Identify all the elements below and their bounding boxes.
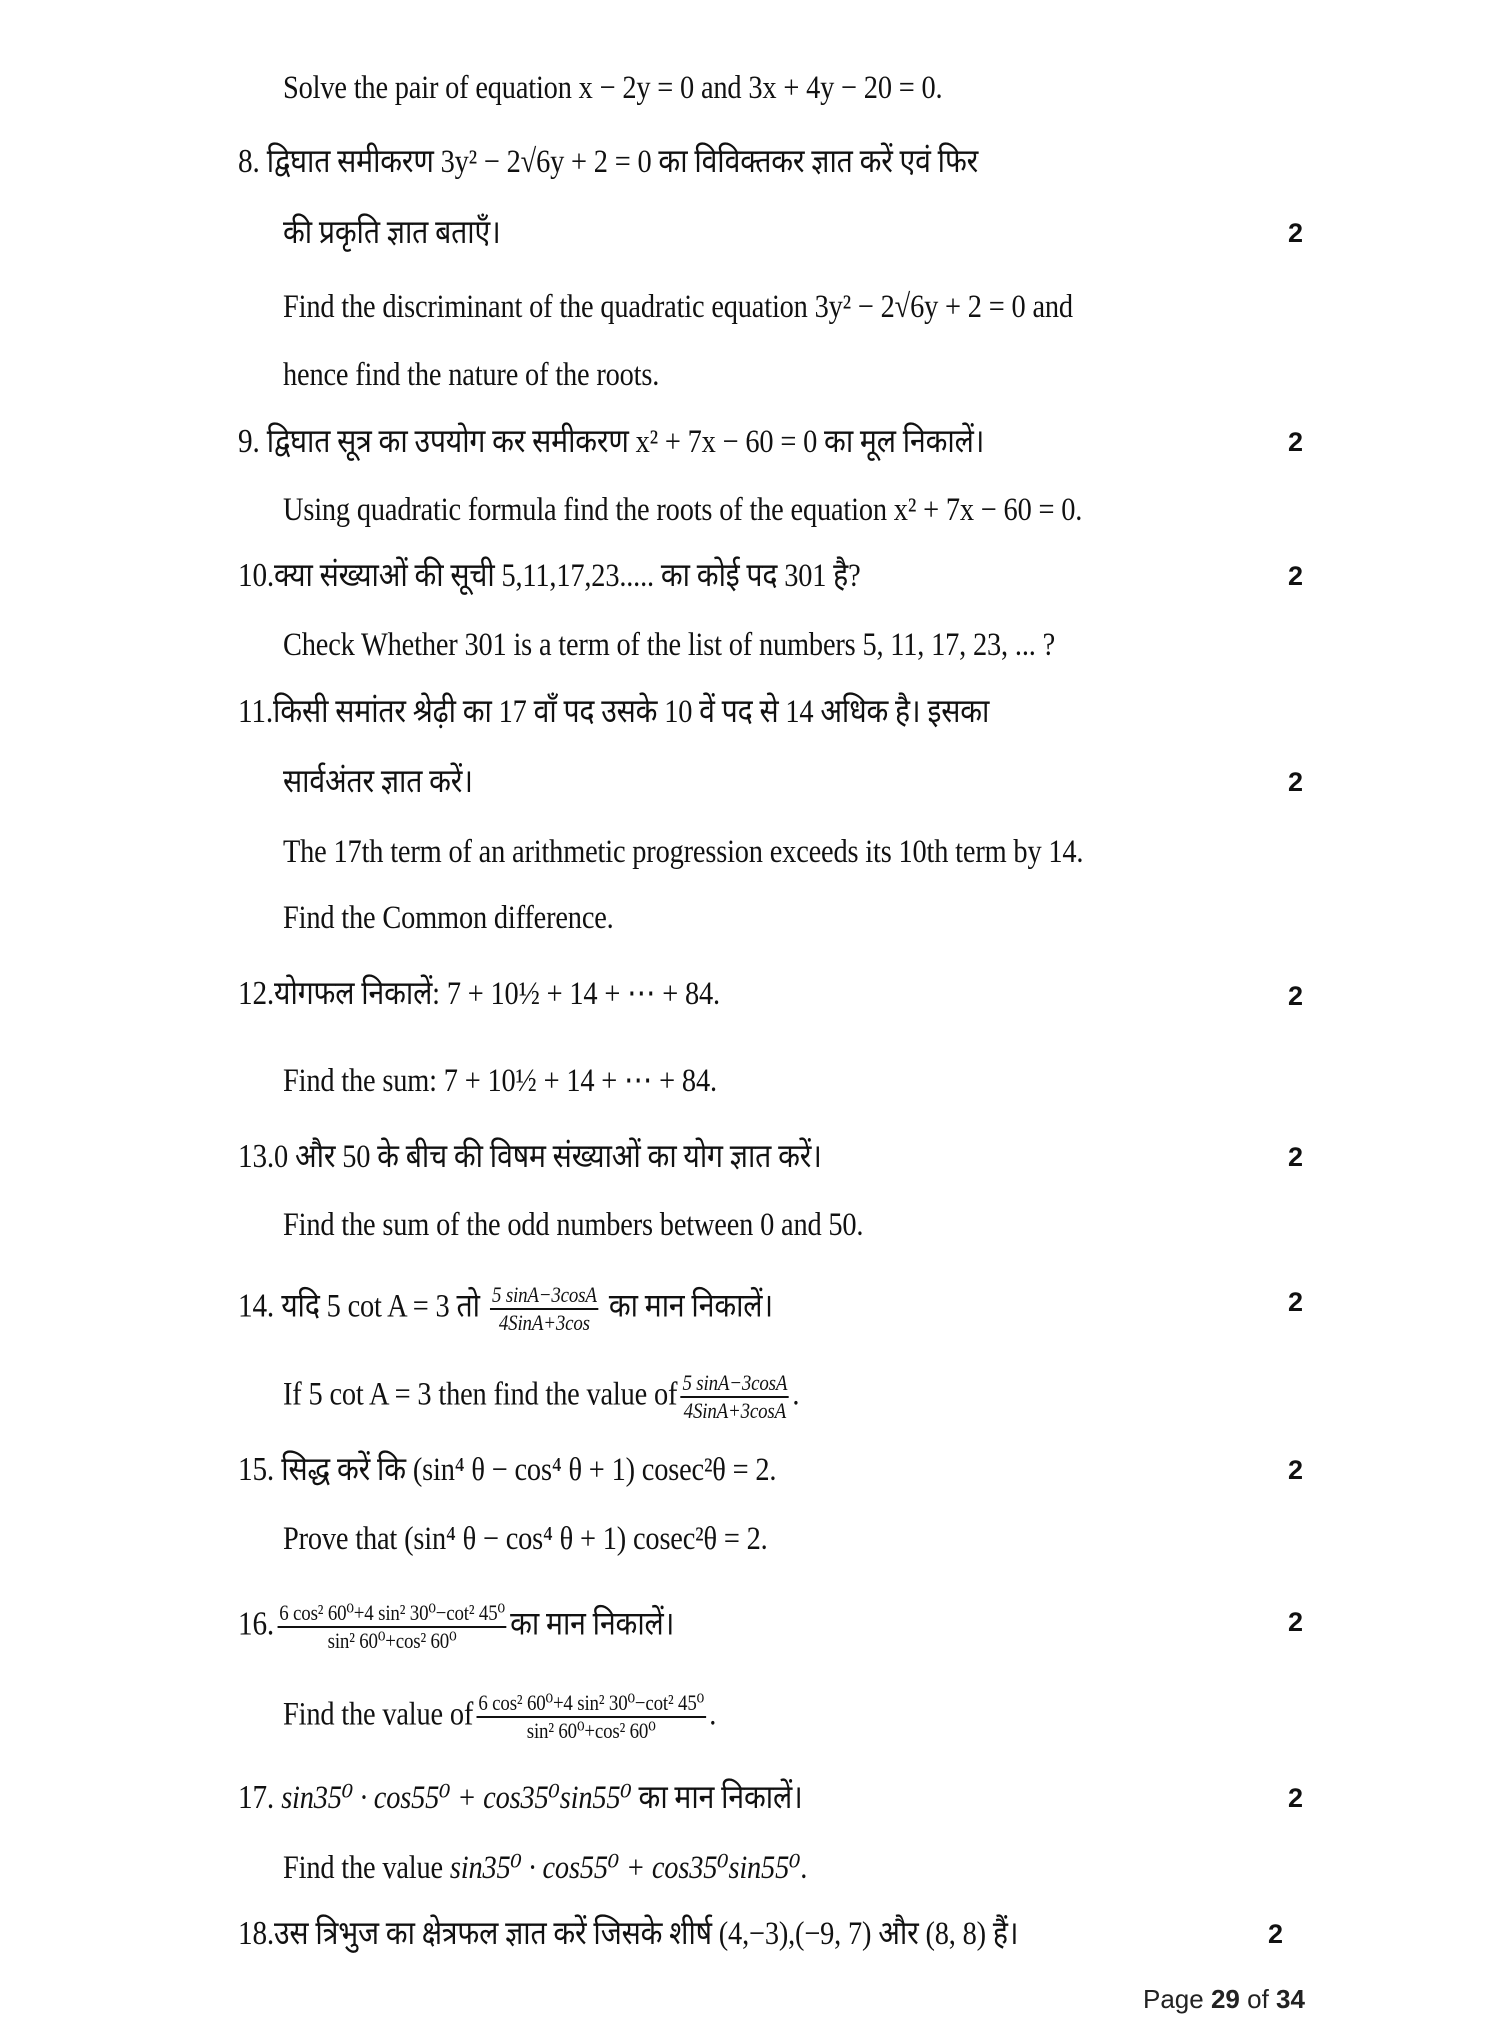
q16-marks: 2: [1288, 1607, 1304, 1637]
q11-hindi-line2: सार्वअंतर ज्ञात करें।: [283, 764, 473, 800]
q18-number: 18.: [238, 1915, 275, 1952]
total-pages: 34: [1276, 1984, 1305, 2014]
q16-number: 16.: [238, 1605, 275, 1643]
q8-english-line1: Find the discriminant of the quadratic equation 3y² − 2√6y + 2 = 0 and: [283, 289, 1073, 325]
q9-marks: 2: [1288, 427, 1304, 457]
q8-hindi-line1: [238, 142, 978, 182]
q14-marks: 2: [1288, 1287, 1304, 1317]
q8-english-line2: hence find the nature of the roots.: [283, 357, 660, 393]
q15-hindi: 15. सिद्ध करें कि (sin⁴ θ − cos⁴ θ + 1) cosec²θ = 2.: [238, 1451, 777, 1488]
q9-number: 9.: [238, 423, 267, 460]
q11-hindi-line1: 11.किसी समांतर श्रेढ़ी का 17 वाँ पद उसके 10 वें पद से 14 अधिक है। इसका: [238, 693, 990, 730]
q16-hindi: 16. $\frac{\text{6 cos² 60⁰+4 sin² 30⁰−cot² 45⁰}}{\text{sin² 60⁰+cos² 60⁰}}$ का मान निकालें।: [238, 1600, 675, 1653]
q9-english: Using quadratic formula find the roots of the equation x² + 7x − 60 = 0.: [283, 492, 1083, 528]
q18-hindi: 18.उस त्रिभुज का क्षेत्रफल ज्ञात करें जिसके शीर्ष (4,−3),(−9, 7) और (8, 8) हैं।: [238, 1915, 1019, 1952]
q10-hindi: 10.क्या संख्याओं की सूची 5,11,17,23..... का कोई पद 301 है?: [238, 557, 861, 594]
q11-english-line1: The 17th term of an arithmetic progression exceeds its 10th term by 14.: [283, 834, 1084, 870]
q10-marks: 2: [1288, 561, 1304, 591]
q11-marks: 2: [1288, 767, 1304, 797]
q14-english: If 5 cot A = 3 then find the value of $\frac{5 \sin A-3\cos A}{\text{4SinA+3cosA}}$ .: [283, 1370, 800, 1423]
q13-marks: 2: [1288, 1142, 1304, 1172]
q8-number: 8.: [238, 143, 267, 180]
q9-hindi: 9. द्विघात सूत्र का उपयोग कर समीकरण x² + 7x − 60 = 0 का मूल निकालें।: [238, 423, 985, 460]
current-page: 29: [1210, 1984, 1240, 2014]
q12-english: Find the sum: 7 + 10½ + 14 + ⋯ + 84.: [283, 1063, 717, 1099]
q12-series-english: 7 + 10½ + 14 + ⋯ + 84.: [443, 1063, 717, 1099]
q11-number: 11.: [238, 693, 273, 730]
q16-fraction-hindi: $\frac{\text{6 cos² 60⁰+4 sin² 30⁰−cot² 45⁰}}{\text{sin² 60⁰+cos² 60⁰}}$: [279, 1600, 505, 1653]
q7-english: [283, 68, 942, 108]
q8-marks: 2: [1288, 218, 1304, 248]
q11-english-line2: Find the Common difference.: [283, 900, 614, 936]
q14-number: 14.: [238, 1287, 282, 1325]
q14-fraction-english: $\frac{5 \sin A-3\cos A}{\text{4SinA+3cosA}}$: [682, 1370, 788, 1423]
q17-number: 17.: [238, 1779, 282, 1816]
q8-hindi-line2: की प्रकृति ज्ञात बताएँ।: [283, 215, 501, 251]
q15-number: 15.: [238, 1451, 282, 1488]
q12-number: 12.: [238, 975, 275, 1012]
q13-hindi: 13.0 और 50 के बीच की विषम संख्याओं का योग ज्ञात करें।: [238, 1138, 822, 1175]
q17-hindi: 17. sin35⁰ · cos55⁰ + cos35⁰sin55⁰ का मान निकालें।: [238, 1779, 803, 1816]
q14-hindi: 14. यदि 5 cot A = 3 तो $\frac{5 \sin A-3\cos A}{\text{4SinA+3cos}}$ का मान निकालें।: [238, 1282, 773, 1335]
q17-marks: 2: [1288, 1783, 1304, 1813]
q13-english: Find the sum of the odd numbers between 0 and 50.: [283, 1207, 864, 1243]
q18-marks: 2: [1268, 1919, 1284, 1949]
q12-hindi: 12.योगफल निकालें: 7 + 10½ + 14 + ⋯ + 84.: [238, 975, 720, 1012]
q7-english-text: Solve the pair of equation x − 2y = 0 and 3x + 4y − 20 = 0.: [283, 70, 943, 106]
q12-series: 7 + 10½ + 14 + ⋯ + 84.: [446, 976, 720, 1012]
q14-fraction-hindi: $\frac{5 \sin A-3\cos A}{\text{4SinA+3cos}}$: [491, 1282, 597, 1335]
q13-number: 13.: [238, 1138, 275, 1175]
q10-english: Check Whether 301 is a term of the list of numbers 5, 11, 17, 23, ... ?: [283, 627, 1056, 663]
q8-hindi-text: द्विघात समीकरण 3y² − 2√6y + 2 = 0 का विविक्तकर ज्ञात करें एवं फिर: [266, 144, 979, 180]
q10-number: 10.: [238, 557, 275, 594]
q12-marks: 2: [1288, 981, 1304, 1011]
page-footer: Page 29 of 34: [1143, 1984, 1305, 2014]
q16-fraction-english: $\frac{\text{6 cos² 60⁰+4 sin² 30⁰−cot² 45⁰}}{\text{sin² 60⁰+cos² 60⁰}}$: [478, 1690, 705, 1743]
q16-english: Find the value of $\frac{\text{6 cos² 60⁰+4 sin² 30⁰−cot² 45⁰}}{\text{sin² 60⁰+cos² 60⁰}}$ .: [283, 1690, 717, 1743]
q15-marks: 2: [1288, 1455, 1304, 1485]
q17-english: Find the value sin35⁰ · cos55⁰ + cos35⁰sin55⁰.: [283, 1850, 808, 1886]
q15-english: Prove that (sin⁴ θ − cos⁴ θ + 1) cosec²θ = 2.: [283, 1521, 768, 1557]
